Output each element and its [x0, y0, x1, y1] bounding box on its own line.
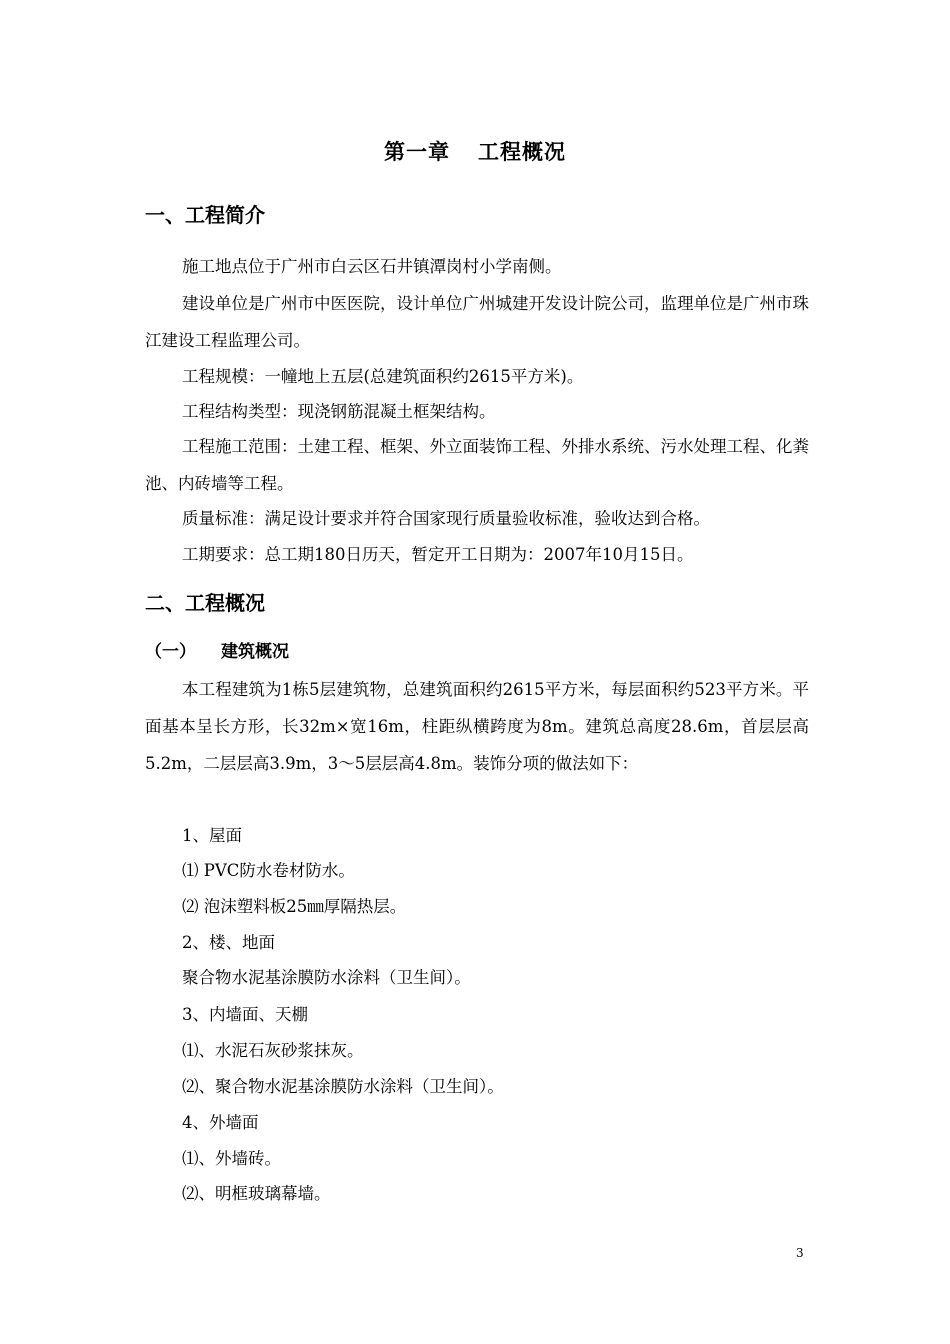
paragraph-quality: 质量标准：满足设计要求并符合国家现行质量验收标准，验收达到合格。	[182, 509, 710, 528]
paragraph-parties: 建设单位是广州市中医医院，设计单位广州城建开发设计院公司，监理单位是广州市珠江建设工程监理公司。	[145, 294, 809, 350]
paragraph-structure: 工程结构类型：现浇钢筋混凝土框架结构。	[182, 402, 496, 421]
list-item-interior-wall: 3、内墙面、天棚	[182, 1005, 308, 1024]
list-item-floor: 2、楼、地面	[182, 933, 275, 952]
subsection-title: 建筑概况	[221, 642, 289, 662]
paragraph-building-overview: 本工程建筑为1栋5层建筑物，总建筑面积约2615平方米，每层面积约523平方米。平面基本呈长方形，长32m×宽16m，柱距纵横跨度为8m。建筑总高度28.6m，首层层高5.2m，二层层高3.9m，3～5层层高4.8m。装饰分项的做法如下：	[145, 680, 809, 773]
section-heading-overview: 二、工程概况	[145, 591, 265, 615]
list-item-exterior-wall: 4、外墙面	[182, 1113, 259, 1132]
chapter-title	[0, 135, 950, 169]
list-item: ⑵ 泡沫塑料板25㎜厚隔热层。	[182, 897, 407, 916]
subsection-number: （一）	[145, 642, 196, 662]
page-number: 3	[796, 1246, 804, 1260]
paragraph-scope: 工程施工范围：土建工程、框架、外立面装饰工程、外排水系统、污水处理工程、化粪池、内砖墙等工程。	[145, 437, 809, 493]
subsection-heading-building	[145, 638, 289, 666]
list-item: ⑵、聚合物水泥基涂膜防水涂料（卫生间）。	[182, 1077, 504, 1096]
chapter-name: 工程概况	[478, 139, 566, 164]
list-item: ⑴、水泥石灰砂浆抹灰。	[182, 1041, 364, 1060]
list-item: 聚合物水泥基涂膜防水涂料（卫生间）。	[182, 968, 471, 987]
paragraph-location: 施工地点位于广州市白云区石井镇潭岗村小学南侧。	[182, 257, 562, 276]
section-heading-intro: 一、工程简介	[145, 203, 265, 227]
list-item: ⑵、明框玻璃幕墙。	[182, 1184, 331, 1203]
chapter-number: 第一章	[384, 139, 450, 164]
list-item: ⑴、外墙砖。	[182, 1149, 281, 1168]
list-item-roof: 1、屋面	[182, 826, 242, 845]
list-item: ⑴ PVC防水卷材防水。	[182, 861, 355, 880]
paragraph-scale: 工程规模：一幢地上五层(总建筑面积约2615平方米)。	[182, 367, 584, 386]
paragraph-schedule: 工期要求：总工期180日历天，暂定开工日期为：2007年10月15日。	[182, 545, 694, 564]
